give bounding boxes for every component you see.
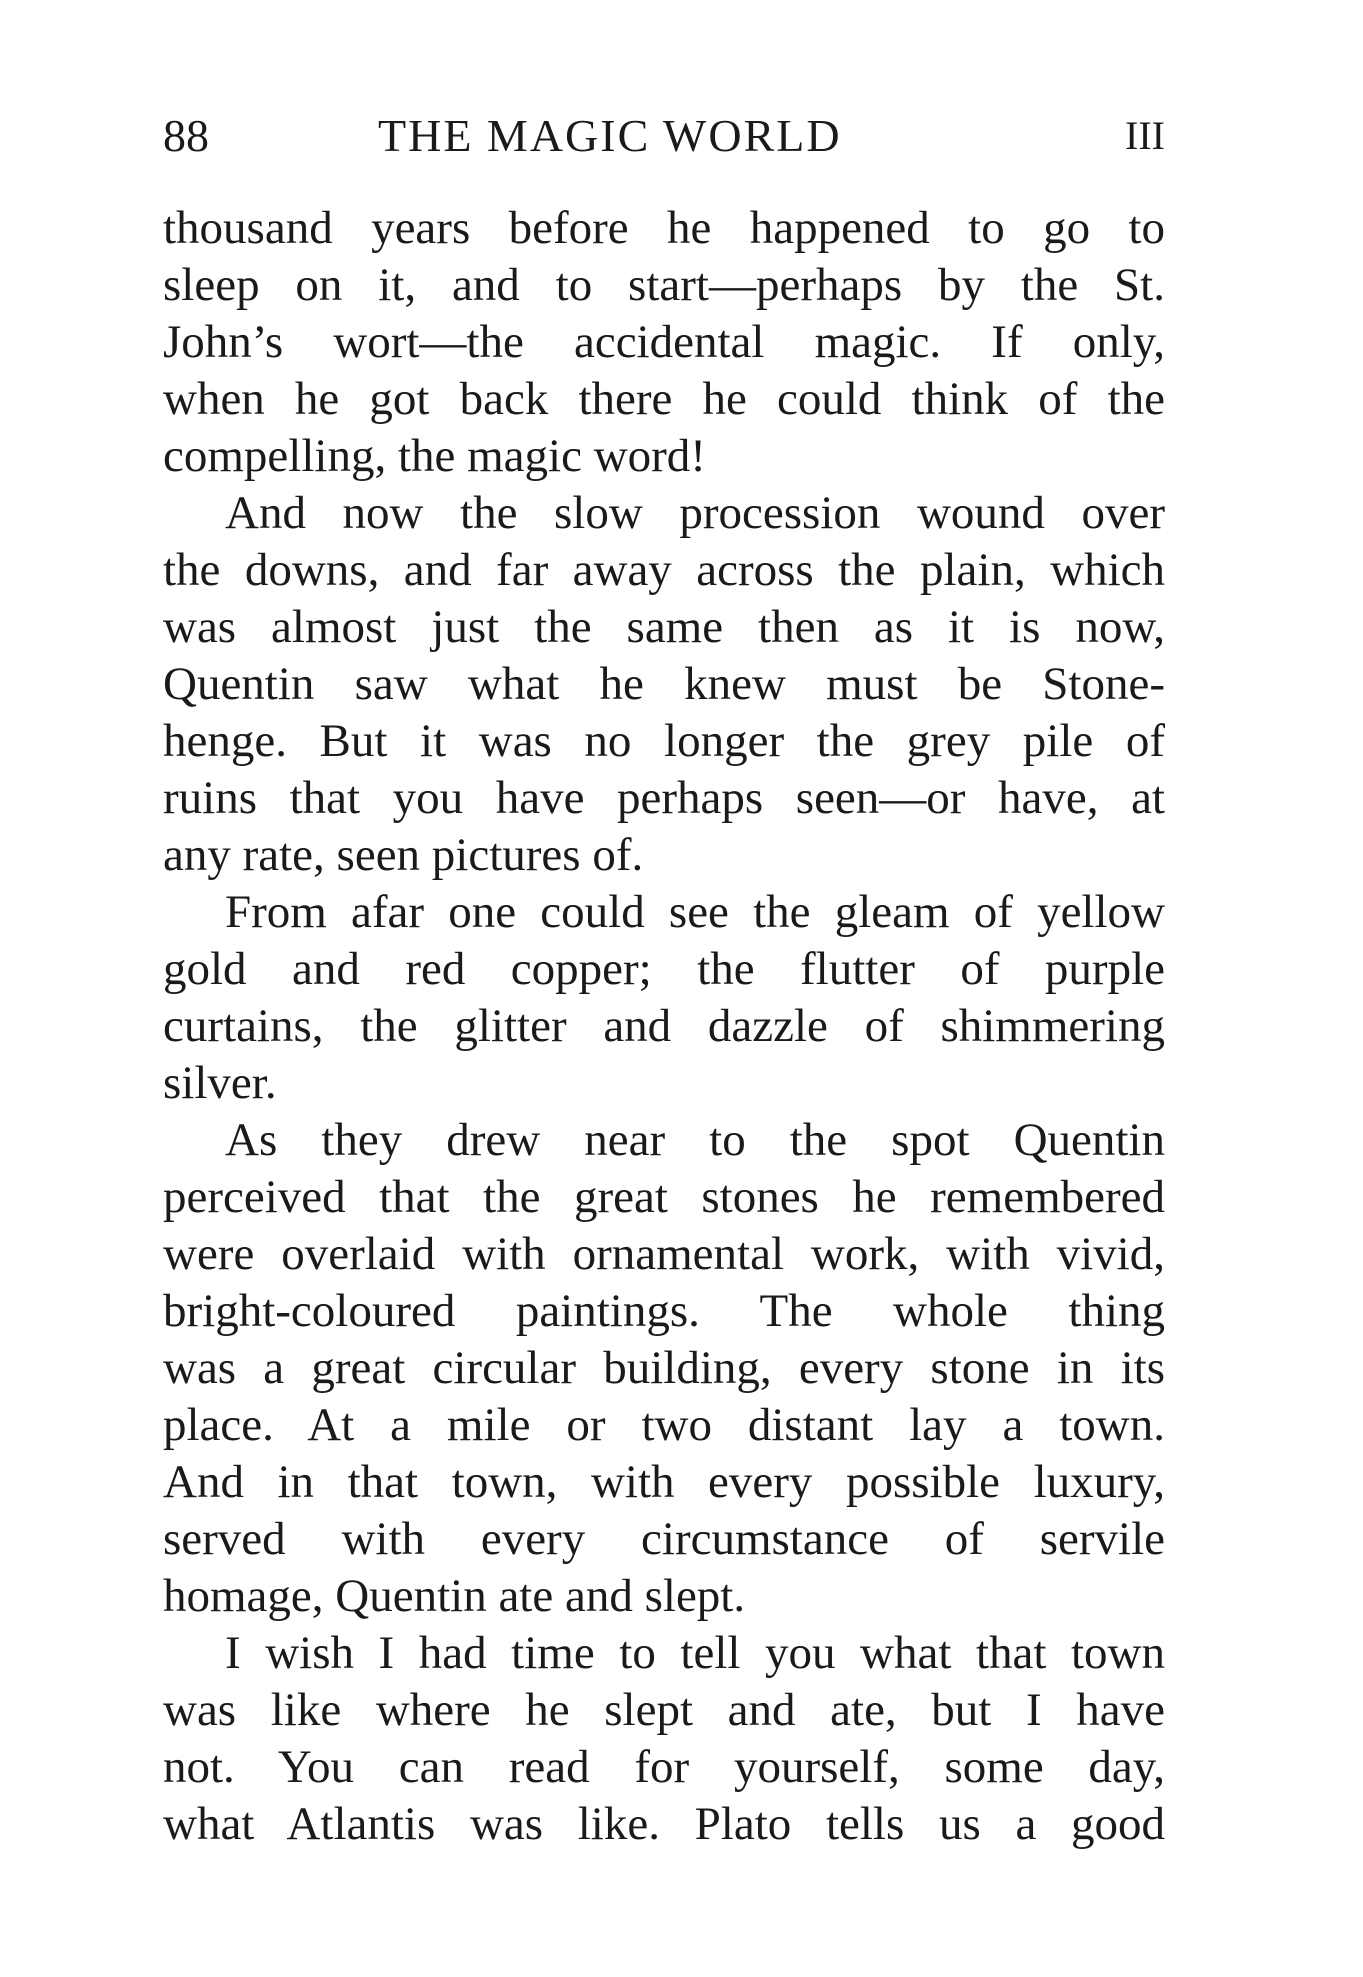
text-line: henge. But it was no longer the grey pile of	[163, 715, 1165, 767]
text-line: the downs, and far away across the plain, which	[163, 544, 1165, 596]
page-header	[163, 106, 1165, 166]
text-line: what Atlantis was like. Plato tells us a good	[163, 1798, 1165, 1850]
text-line: ruins that you have perhaps seen—or have, at	[163, 772, 1165, 824]
body-text	[163, 200, 1165, 1853]
running-title: THE MAGIC WORLD	[378, 110, 842, 161]
page-number: 88	[163, 110, 209, 161]
text-line: bright-coloured paintings. The whole thing	[163, 1285, 1165, 1337]
text-line: Quentin saw what he knew must be Stone-	[163, 658, 1165, 710]
text-line: perceived that the great stones he remembered	[163, 1171, 1165, 1223]
text-line: And now the slow procession wound over	[225, 487, 1165, 539]
text-line: place. At a mile or two distant lay a town.	[163, 1399, 1165, 1451]
text-line: I wish I had time to tell you what that town	[225, 1627, 1165, 1679]
chapter-number: III	[1125, 113, 1165, 158]
text-line: As they drew near to the spot Quentin	[225, 1114, 1165, 1166]
text-line: was almost just the same then as it is now,	[163, 601, 1165, 653]
text-line: John’s wort—the accidental magic. If only,	[163, 316, 1165, 368]
text-line: compelling, the magic word!	[163, 430, 706, 482]
text-line: From afar one could see the gleam of yellow	[225, 886, 1165, 938]
text-line: silver.	[163, 1057, 277, 1109]
text-line: were overlaid with ornamental work, with vivid,	[163, 1228, 1165, 1280]
text-line: gold and red copper; the flutter of purple	[163, 943, 1165, 995]
text-line: served with every circumstance of servile	[163, 1513, 1165, 1565]
text-line: any rate, seen pictures of.	[163, 829, 644, 881]
text-line: was like where he slept and ate, but I have	[163, 1684, 1165, 1736]
text-line: homage, Quentin ate and slept.	[163, 1570, 746, 1622]
text-line: when he got back there he could think of the	[163, 373, 1165, 425]
text-line: not. You can read for yourself, some day,	[163, 1741, 1165, 1793]
text-line: was a great circular building, every stone in its	[163, 1342, 1165, 1394]
text-line: thousand years before he happened to go to	[163, 202, 1165, 254]
text-line: curtains, the glitter and dazzle of shimmering	[163, 1000, 1165, 1052]
text-line: And in that town, with every possible luxury,	[163, 1456, 1165, 1508]
text-line: sleep on it, and to start—perhaps by the St.	[163, 259, 1165, 311]
